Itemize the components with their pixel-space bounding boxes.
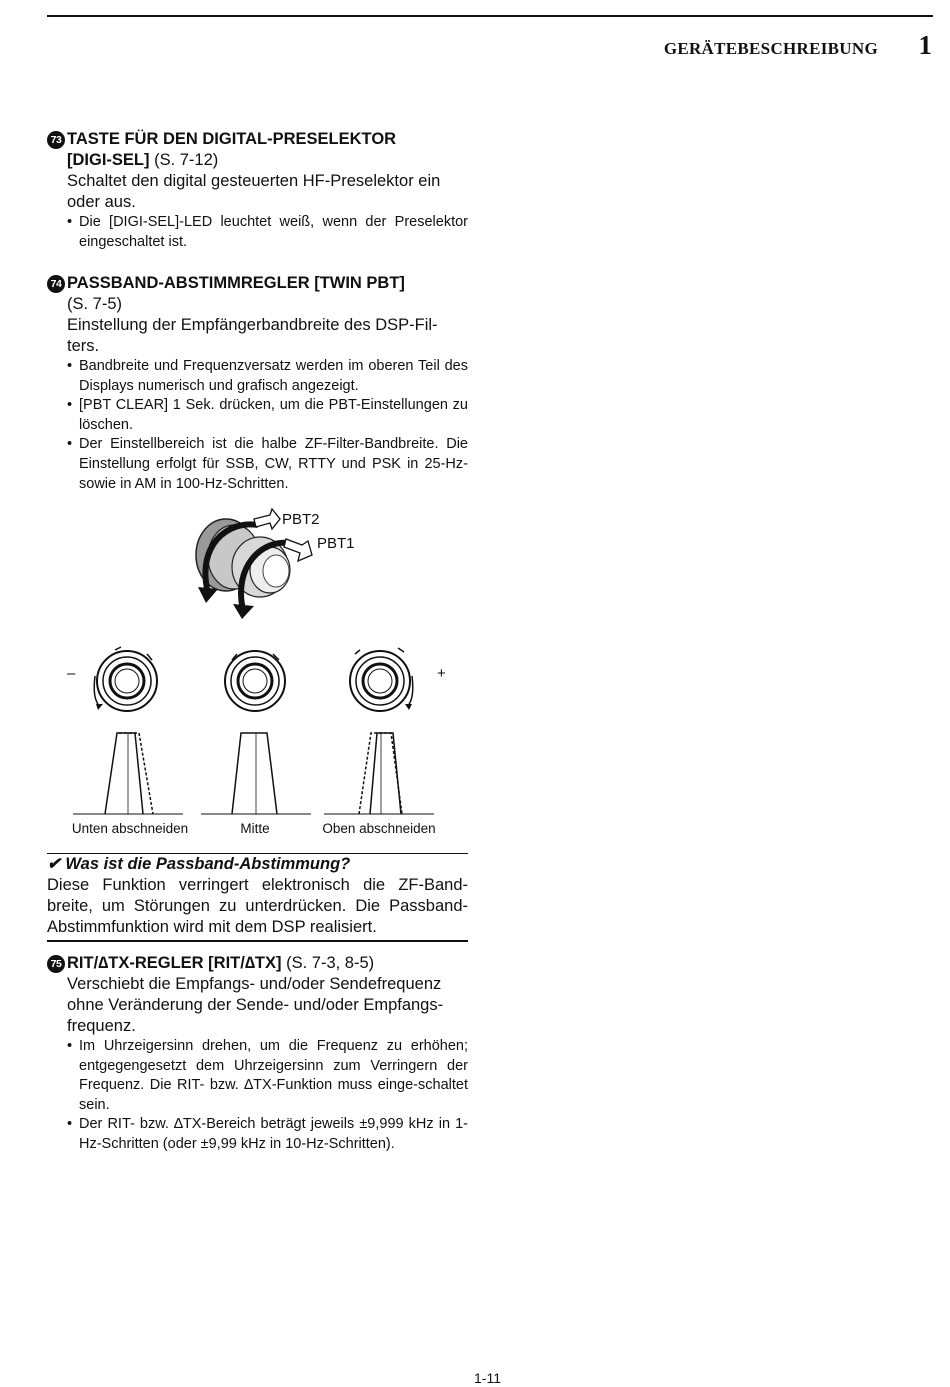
pbt2-label: PBT2 — [282, 511, 320, 528]
section-key-name: [DIGI-SEL] — [67, 151, 150, 169]
plus-sign: + — [437, 665, 446, 682]
bullet-list — [47, 1037, 468, 1155]
knob-right-illustration — [350, 648, 413, 711]
item-number-badge: 75 — [47, 955, 65, 973]
note-bottom-rule — [47, 940, 468, 942]
twin-pbt-knob-illustration — [188, 505, 368, 625]
bullet-item: • Der RIT- bzw. ∆TX-Bereich beträgt jeweils ±9,999 kHz in 1-Hz-Schritten (oder ±9,99 kHz in 10-Hz-Schritten). — [67, 1115, 468, 1154]
bullet-item: • [PBT CLEAR] 1 Sek. drücken, um die PBT-Einstellungen zu löschen. — [67, 396, 468, 435]
caption-low-cut: Unten abschneiden — [71, 821, 189, 836]
minus-sign: – — [67, 665, 76, 682]
knob-middle-illustration — [225, 651, 285, 711]
bullet-item: • Im Uhrzeigersinn drehen, um die Frequenz zu erhöhen; entgegengesetzt dem Uhrzeigersinn zum Verringern der Frequenz. Die RIT- bzw. ∆TX-Funktion muss einge-schaltet sein. — [67, 1037, 468, 1115]
section-heading — [47, 273, 468, 315]
chapter-number: 1 — [918, 30, 932, 60]
section-twin-pbt — [47, 273, 468, 494]
section-description: Verschiebt die Empfangs- und/oder Sendefrequenz ohne Veränderung der Sende- und/oder Empfangs-frequenz. — [67, 975, 444, 1035]
section-title: RIT/∆TX-REGLER [RIT/∆TX] — [67, 954, 282, 972]
bullet-item: • Bandbreite und Frequenzversatz werden im oberen Teil des Displays numerisch und grafisch angezeigt. — [67, 357, 468, 396]
bullet-item: • Der Einstellbereich ist die halbe ZF-Filter-Bandbreite. Die Einstellung erfolgt für SSB, CW, RTTY und PSK in 25-Hz- sowie in AM in 100-Hz-Schritten. — [67, 435, 468, 494]
section-rit-dtx — [47, 953, 468, 1155]
caption-center: Mitte — [240, 821, 270, 836]
pbt2-arrowhead — [198, 587, 218, 603]
page-reference: (S. 7-5) — [67, 295, 123, 313]
pbt1-hand-arrow — [284, 539, 312, 561]
bullet-list — [47, 357, 468, 494]
note-body: Diese Funktion verringert elektronisch die ZF-Band-breite, um Störungen zu unterdrücken. Die Passband-Abstimmfunktion wird mit dem DSP realisiert. — [47, 876, 468, 936]
caption-high-cut: Oben abschneiden — [322, 821, 436, 836]
pbt1-label: PBT1 — [317, 535, 355, 552]
pbt1-arrowhead — [233, 604, 254, 619]
section-title: TASTE FÜR DEN DIGITAL-PRESELEKTOR — [67, 130, 397, 148]
section-digi-sel — [47, 129, 468, 252]
pbt2-hand-arrow — [254, 509, 280, 529]
section-description: Einstellung der Empfängerbandbreite des DSP-Fil-ters. — [67, 316, 438, 355]
passband-shape-center — [201, 733, 311, 814]
section-heading — [47, 129, 468, 171]
page-reference: (S. 7-3, 8-5) — [281, 954, 375, 972]
knob-left-illustration — [94, 647, 157, 711]
header-rule — [47, 15, 933, 17]
item-number-badge: 73 — [47, 131, 65, 149]
section-heading — [47, 953, 468, 974]
bullet-item: • Die [DIGI-SEL]-LED leuchtet weiß, wenn der Preselektor eingeschaltet ist. — [67, 213, 468, 252]
passband-diagram — [55, 638, 475, 843]
note-title: ✔ Was ist die Passband-Abstimmung? — [47, 855, 351, 873]
passband-shape-high-cut — [324, 733, 434, 814]
section-title: PASSBAND-ABSTIMMREGLER [TWIN PBT] — [67, 274, 405, 292]
page-number: 1-11 — [474, 1370, 501, 1386]
item-number-badge: 74 — [47, 275, 65, 293]
section-description: Schaltet den digital gesteuerten HF-Preselektor ein oder aus. — [67, 172, 441, 211]
page-reference: (S. 7-12) — [149, 151, 219, 169]
bullet-list — [47, 213, 468, 252]
passband-shape-low-cut — [73, 733, 183, 814]
chapter-title: GERÄTEBESCHREIBUNG — [663, 39, 878, 58]
